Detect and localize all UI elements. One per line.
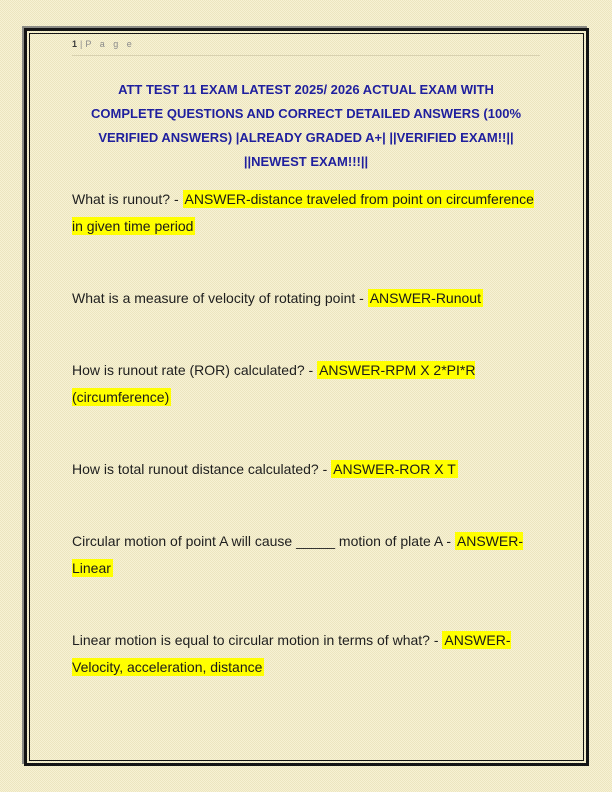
qa-answer-highlight: ANSWER-RPM X 2*PI*R (circumference) — [72, 362, 476, 405]
qa-question-text: Linear motion is equal to circular motion in terms of what? - — [72, 632, 443, 648]
qa-question-text: How is total runout distance calculated? - — [72, 461, 332, 477]
page-number: 1 — [72, 39, 78, 49]
qa-answer-highlight: ANSWER-Runout — [369, 290, 481, 306]
qa-question-text: What is runout? - — [72, 191, 183, 207]
qa-item — [72, 456, 540, 483]
qa-answer-highlight: ANSWER-distance traveled from point on circumference in given time period — [72, 191, 534, 234]
qa-item — [72, 357, 540, 411]
exam-title-line-1: ATT TEST 11 EXAM LATEST 2025/ 2026 ACTUAL EXAM WITH — [118, 82, 494, 97]
exam-title-line-4: ||NEWEST EXAM!!!|| — [243, 154, 369, 169]
qa-list — [72, 186, 540, 681]
qa-question-text: Circular motion of point A will cause _____ motion of plate A - — [72, 533, 455, 549]
qa-answer-highlight: ANSWER-Velocity, acceleration, distance — [72, 632, 511, 675]
page-header-label: P a g e — [85, 39, 135, 49]
qa-item — [72, 186, 540, 240]
exam-title-line-3: VERIFIED ANSWERS) |ALREADY GRADED A+| ||VERIFIED EXAM!!|| — [98, 130, 514, 145]
page-frame — [24, 28, 589, 766]
qa-answer-highlight: ANSWER-Linear — [72, 533, 524, 576]
exam-title — [72, 78, 540, 174]
qa-answer-highlight: ANSWER-ROR X T — [333, 461, 456, 477]
exam-title-line-2: COMPLETE QUESTIONS AND CORRECT DETAILED ANSWERS (100% — [91, 106, 521, 121]
qa-item — [72, 528, 540, 582]
page-header — [72, 35, 540, 56]
page-header-separator: | — [80, 39, 83, 49]
qa-item — [72, 285, 540, 312]
qa-question-text: What is a measure of velocity of rotating point - — [72, 290, 368, 306]
qa-question-text: How is runout rate (ROR) calculated? - — [72, 362, 318, 378]
qa-item — [72, 627, 540, 681]
